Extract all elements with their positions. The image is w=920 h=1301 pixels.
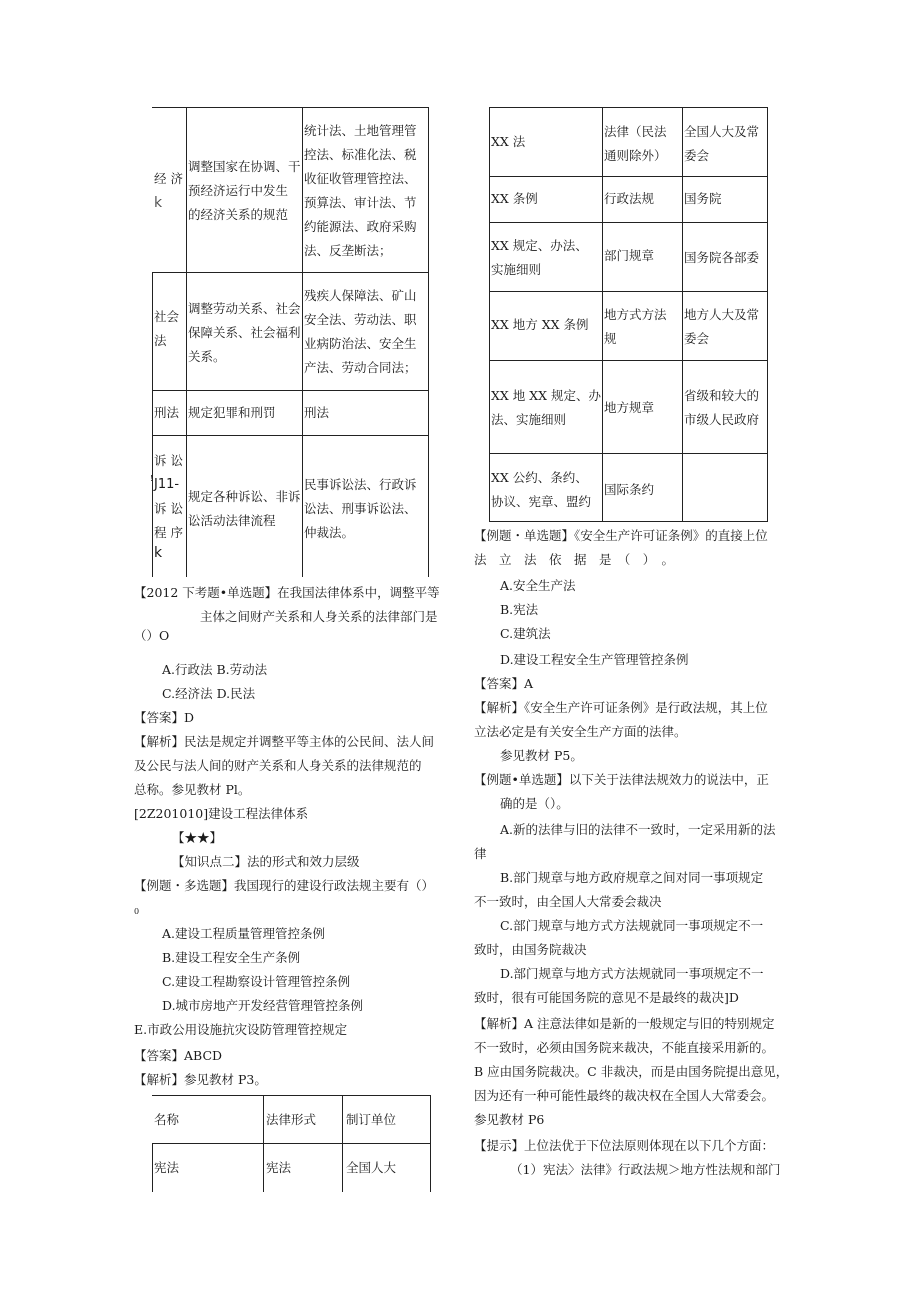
q3-answer: 【答案】A [474, 676, 534, 691]
row3-form: 部门规章 [604, 248, 655, 263]
q1-analysis-2: 及公民与法人间的财产关系和人身关系的法律规范的 [134, 758, 422, 773]
q2-option-d: D.城市房地产开发经营管理管控条例 [162, 998, 364, 1013]
q1-analysis-3: 总称。参见教材 Pl。 [134, 782, 251, 797]
laws-economic-law: 统计法、土地管理管 控法、标准化法、税 收征收管理管控法、 预算法、审计法、节 约能源法、政府采购 法、反垄断法； [304, 123, 417, 258]
q2-option-a: A.建设工程质量管理管控条例 [162, 926, 326, 941]
law-hierarchy-table [489, 107, 768, 522]
row-unit: 全国人大 [346, 1160, 397, 1175]
q4-option-d-1: D.部门规章与地方式方法规就同一事项规定不一 [500, 966, 764, 981]
scope-criminal-law: 规定犯罪和刑罚 [188, 405, 276, 420]
q3-option-b: B.宪法 [500, 602, 539, 617]
row1-unit: 全国人大及常 委会 [684, 124, 760, 163]
q3-reference: 参见教材 P5。 [500, 748, 583, 763]
laws-social-law: 残疾人保障法、矿山 安全法、劳动法、职 业病防治法、安全生 产法、劳动合同法； [304, 288, 417, 375]
row1-form: 法律（民法 通则除外） [604, 124, 667, 163]
laws-procedure-law: 民事诉讼法、行政诉 讼法、刑事诉讼法、 仲裁法。 [304, 477, 417, 540]
q2-title: 【例题・多选题】我国现行的建设行政法规主要有（） [134, 878, 435, 893]
q1-line3: （）O [134, 628, 170, 643]
category-procedure-law: 诉 讼 J11- 诉 讼 程 序 k [154, 453, 183, 561]
q3-option-c: C.建筑法 [500, 626, 551, 641]
q2-option-c: C.建设工程勘察设计管理管控条例 [162, 974, 351, 989]
q3-title-2: 法 立 法 依 据 是 （ ） 。 [474, 552, 675, 567]
knowledge-point: 【知识点二】法的形式和效力层级 [172, 854, 360, 869]
q1-line2: 主体之间财产关系和人身关系的法律部门是 [200, 609, 438, 624]
row2-unit: 国务院 [684, 191, 722, 206]
q2-answer: 【答案】ABCD [134, 1048, 223, 1063]
laws-criminal-law: 刑法 [304, 405, 330, 420]
q4-option-c-2: 致时，由国务院裁决 [474, 942, 587, 957]
row4-name: XX 地方 XX 条例 [491, 317, 589, 332]
q2-analysis: 【解析】参见教材 P3。 [134, 1072, 267, 1087]
q4-option-d-2: 致时，很有可能国务院的意见不是最终的裁决]D [474, 990, 739, 1005]
scope-economic-law: 调整国家在协调、干 预经济运行中发生 的经济关系的规范 [188, 159, 301, 222]
q4-title-2: 确的是（）。 [500, 796, 569, 811]
row-form: 宪法 [266, 1160, 292, 1175]
q4-option-c-1: C.部门规章与地方式方法规就同一事项规定不一 [500, 918, 764, 933]
tip-title: 【提示】上位法优于下位法原则体现在以下几个方面： [474, 1138, 775, 1153]
row3-name: XX 规定、办法、 实施细则 [491, 238, 588, 277]
q1-options-ab: A.行政法 B.劳动法 [162, 662, 268, 677]
law-system-table [152, 107, 429, 577]
row5-unit: 省级和较大的 市级人民政府 [684, 388, 760, 427]
row4-unit: 地方人大及常 委会 [684, 307, 760, 346]
q4-analysis-1: 【解析】A 注意法律如是新的一般规定与旧的特别规定 [474, 1016, 775, 1031]
q4-analysis-4: 因为还有一种可能性最终的裁决权在全国人大常委会。 [474, 1088, 775, 1103]
q2-option-b: B.建设工程安全生产条例 [162, 950, 301, 965]
category-criminal-law: 刑法 [154, 405, 180, 420]
scope-procedure-law: 规定各种诉讼、非诉 讼活动法律流程 [188, 489, 301, 528]
law-form-table [152, 1095, 431, 1192]
q1-options-cd: C.经济法 D.民法 [162, 686, 256, 701]
q4-option-a-2: 律 [474, 846, 487, 861]
header-unit: 制订单位 [346, 1112, 397, 1127]
row5-name: XX 地 XX 规定、办 法、实施细则 [491, 388, 602, 427]
header-name: 名称 [154, 1112, 180, 1127]
row3-unit: 国务院各部委 [684, 250, 760, 265]
row-name: 宪法 [154, 1160, 180, 1175]
stray-mark: ! [150, 474, 154, 483]
q3-option-d: D.建设工程安全生产管理管控条例 [500, 652, 689, 667]
q3-option-a: A.安全生产法 [500, 578, 576, 593]
q4-option-b-1: B.部门规章与地方政府规章之间对同一事项规定 [500, 870, 764, 885]
q4-analysis-5: 参见教材 P6 [474, 1112, 545, 1127]
q3-analysis-2: 立法必定是有关安全生产方面的法律。 [474, 724, 687, 739]
tip-item-1: （1）宪法〉法律》行政法规＞地方性法规和部门 [510, 1162, 781, 1177]
q2-option-e: E.市政公用设施抗灾设防管理管控规定 [134, 1022, 348, 1037]
q1-title: 【2012 下考题•单选题】在我国法律体系中，调整平等 [134, 585, 440, 600]
row4-form: 地方式方法 规 [604, 307, 667, 346]
q3-analysis-1: 【解析】《安全生产许可证条例》是行政法规，其上位 [474, 700, 768, 715]
q4-analysis-3: B 应由国务院裁决。C 非裁决，而是由国务院提出意见， [474, 1064, 789, 1079]
q1-analysis-1: 【解析】民法是规定并调整平等主体的公民间、法人间 [134, 734, 435, 749]
row5-form: 地方规章 [604, 400, 655, 415]
stars-rating: 【★★】 [172, 830, 223, 845]
row2-name: XX 条例 [491, 191, 538, 206]
category-social-law: 社会 法 [154, 309, 180, 348]
header-form: 法律形式 [266, 1112, 317, 1127]
q4-option-b-2: 不一致时，由全国人大常委会裁决 [474, 894, 662, 909]
row6-form: 国际条约 [604, 482, 655, 497]
row1-name: XX 法 [491, 134, 526, 149]
q1-answer: 【答案】D [134, 710, 195, 725]
section-code: [2Z201010]建设工程法律体系 [134, 806, 309, 821]
row2-form: 行政法规 [604, 191, 655, 206]
category-economic-law: 经 济 k [154, 171, 183, 211]
q4-analysis-2: 不一致时，必须由国务院来裁决，不能直接采用新的。 [474, 1040, 775, 1055]
scope-social-law: 调整劳动关系、社会 保障关系、社会福利 关系。 [188, 301, 301, 364]
q2-mark: 0 [134, 907, 140, 916]
q4-option-a-1: A.新的法律与旧的法律不一致时，一定采用新的法 [500, 822, 776, 837]
row6-name: XX 公约、条约、 协议、宪章、盟约 [491, 470, 592, 509]
q4-title: 【例题•单选题】以下关于法律法规效力的说法中，正 [474, 772, 769, 787]
q3-title: 【例题・单选题】《安全生产许可证条例》的直接上位 [474, 528, 768, 543]
